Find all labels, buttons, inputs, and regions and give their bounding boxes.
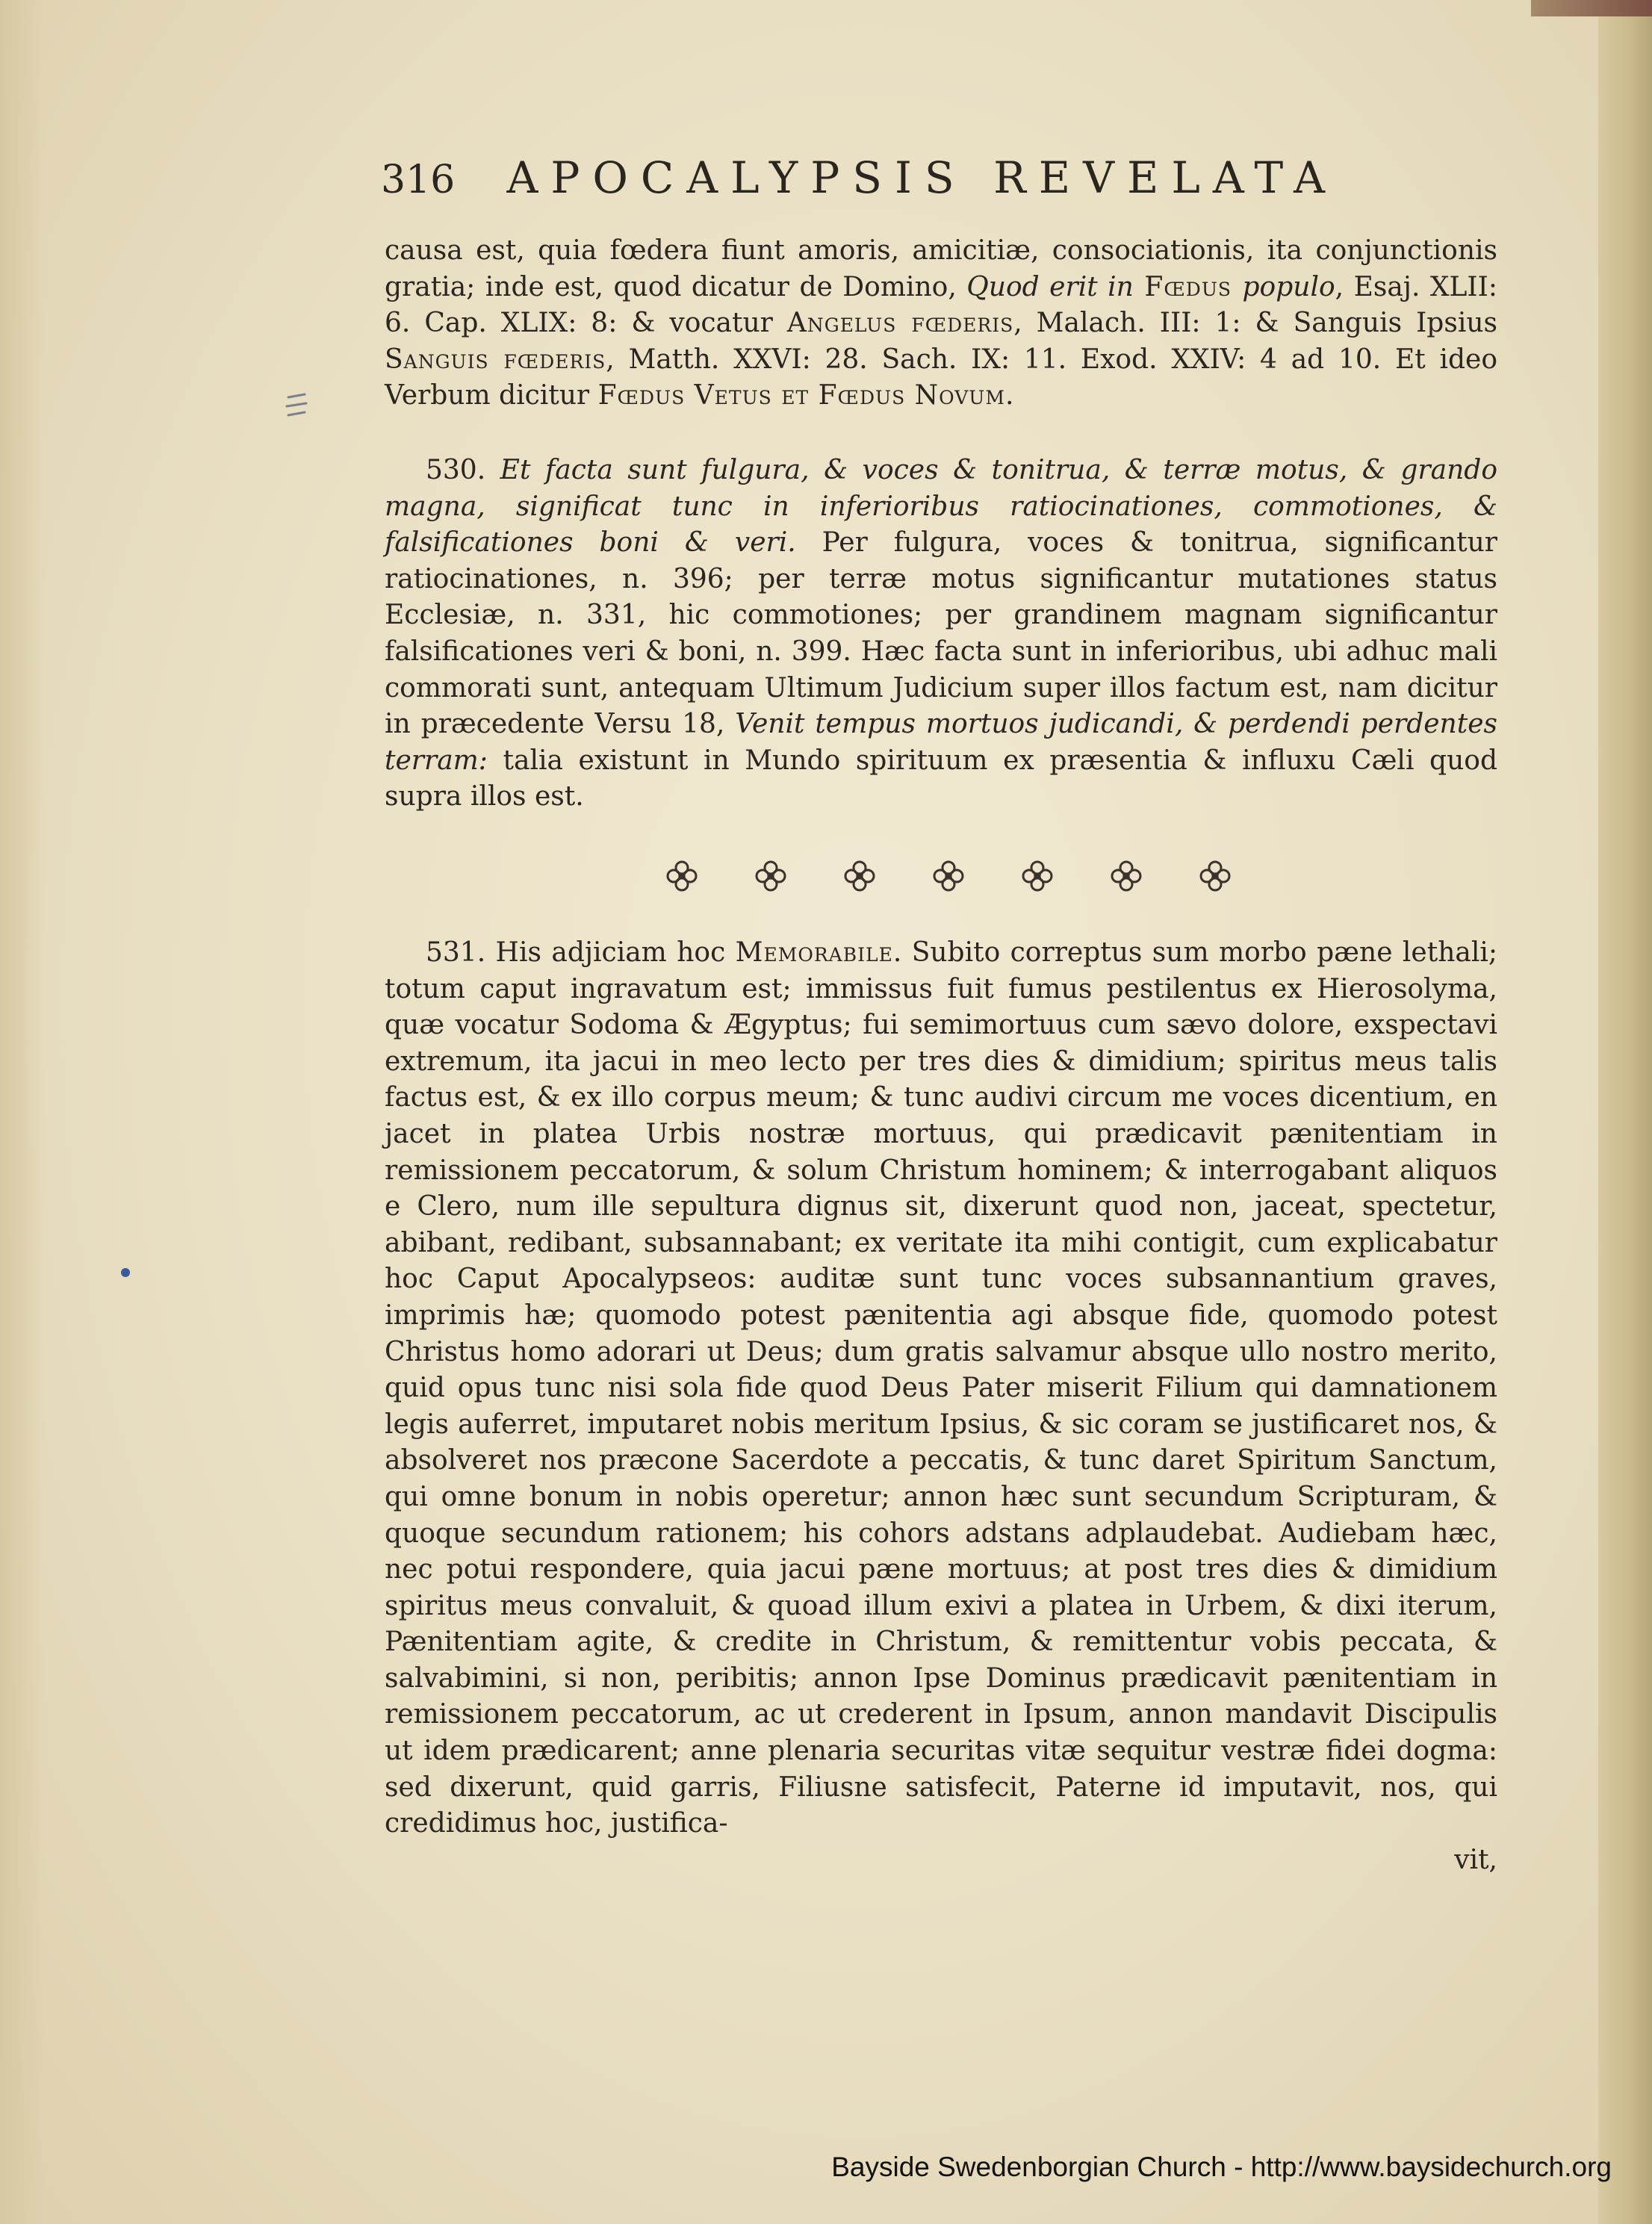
page-gutter bbox=[1598, 0, 1652, 2224]
paragraph-text: causa est, quia fœdera fiunt amoris, amicitiæ, consociationis, ita conjunctionis gratia; inde est, quod dicatur de Domino, Quod erit in Fœdus populo, Esaj. XLII: 6. Cap. XLIX: 8: & vocatur Angelus fœderis, Malach. III: 1: & Sanguis Ipsius Sanguis fœderis, Matth. XXVI: 28. Sach. IX: 11. Exod. XXIV: 4 ad 10. Et ideo Verbum dicitur Fœdus Vetus et Fœdus Novum. bbox=[385, 235, 1497, 411]
book-title: APOCALYPSIS REVELATA bbox=[506, 152, 1338, 203]
paragraph-530 bbox=[385, 453, 1497, 816]
page-number: 316 bbox=[381, 158, 456, 202]
paragraph-text: 531. His adjiciam hoc Memorabile. Subito correptus sum morbo pæne lethali; totum caput ingravatum est; immissus fuit fumus pestilentus ex Hierosolyma, quæ vocatur Sodoma & Ægyptus; fui semimortuus cum sævo dolore, exspectavi extremum, ita jacui in meo lecto per tres dies & dimidium; spiritus meus talis factus est, & ex illo corpus meum; & tunc audivi circum me voces dicentium, en jacet in platea Urbis nostræ mortuus, qui prædicavit pænitentiam in remissionem peccatorum, & solum Christum hominem; & interrogabant aliquos e Clero, num ille sepultura dignus sit, dixerunt quod non, jaceat, spectetur, abibant, redibant, subsannabant; ex veritate ita mihi contigit, cum explicabatur hoc Caput Apocalypseos: auditæ sunt tunc voces subsannantium graves, imprimis hæ; quomodo potest pænitentia agi absque fide, quomodo potest Christus homo adorari ut Deus; dum gratis salvamur absque ullo nostro merito, quid opus tunc nisi sola fide quod Deus Pater miserit Filium qui damnationem legis auferret, imputaret nobis meritum Ipsius, & sic coram se justificaret nos, & absolveret nos præcone Sacerdote a peccatis, & tunc daret Spiritum Sanctum, qui omne bonum in nobis operetur; annon hæc sunt secundum Scripturam, & quoque secundum rationem; his cohors adstans adplaudebat. Audiebam hæc, nec potui respondere, quia jacui pæne mortuus; at post tres dies & dimidium spiritus meus convaluit, & quoad illum exivi a platea in Urbem, & dixi iterum, Pænitentiam agite, & credite in Christum, & remittentur vobis peccata, & salvabimini, si non, peribitis; annon Ipse Dominus prædicavit pænitentiam in remissionem peccatorum, ac ut crederent in Ipsum, annon mandavit Discipulis ut idem prædicarent; anne plenaria securitas vitæ sequitur vestræ fidei dogma: sed dixerunt, quid garris, Filiusne satisfecit, Paterne id imputavit, nos, qui credidimus hoc, justifica- vit, bbox=[385, 935, 1497, 1878]
paragraph-text: 530. Et facta sunt fulgura, & voces & tonitrua, & terræ motus, & grando magna, significat tunc in inferioribus ratiocinationes, commotiones, & falsificationes boni & veri. Per fulgura, voces & tonitrua, significantur ratiocinationes, n. 396; per terræ motus significantur mutationes status Ecclesiæ, n. 331, hic commotiones; per grandinem magnam significantur falsificationes veri & boni, n. 399. Hæc facta sunt in inferioribus, ubi adhuc mali commorati sunt, antequam Ultimum Judicium super illos factum est, nam dicitur in præcedente Versu 18, Venit tempus mortuos judicandi, & perdendi perdentes terram: talia existunt in Mundo spirituum ex præsentia & influxu Cæli quod supra illos est. bbox=[385, 455, 1498, 813]
paragraph-lemma: Et facta sunt fulgura, & voces & tonitrua, & terræ motus, & grando magna, significat tunc in inferioribus ratiocinationes, commotiones, & falsificationes boni & veri. bbox=[385, 455, 1497, 559]
paragraph-continued bbox=[385, 233, 1497, 414]
paragraph-531 bbox=[385, 935, 1497, 1878]
fleuron-row bbox=[665, 854, 1232, 898]
fleuron-icon bbox=[754, 859, 788, 893]
fleuron-icon bbox=[665, 859, 699, 893]
fleuron-icon bbox=[931, 859, 966, 893]
fleuron-icon bbox=[1020, 859, 1055, 893]
fleuron-icon bbox=[1109, 859, 1143, 893]
fleuron-icon bbox=[842, 859, 877, 893]
fleuron-icon bbox=[1198, 859, 1232, 893]
page-shadow-left bbox=[0, 0, 45, 2224]
running-head bbox=[381, 148, 1501, 208]
paragraph-number: 531. bbox=[426, 937, 486, 968]
book-edge bbox=[1531, 0, 1652, 16]
margin-pencil-mark bbox=[282, 387, 312, 432]
catchword: vit, bbox=[1454, 1844, 1497, 1875]
ink-spot bbox=[121, 1268, 130, 1277]
paragraph-number: 530. bbox=[426, 455, 486, 485]
watermark: Bayside Swedenborgian Church - http://www.baysidechurch.org bbox=[831, 2152, 1612, 2182]
